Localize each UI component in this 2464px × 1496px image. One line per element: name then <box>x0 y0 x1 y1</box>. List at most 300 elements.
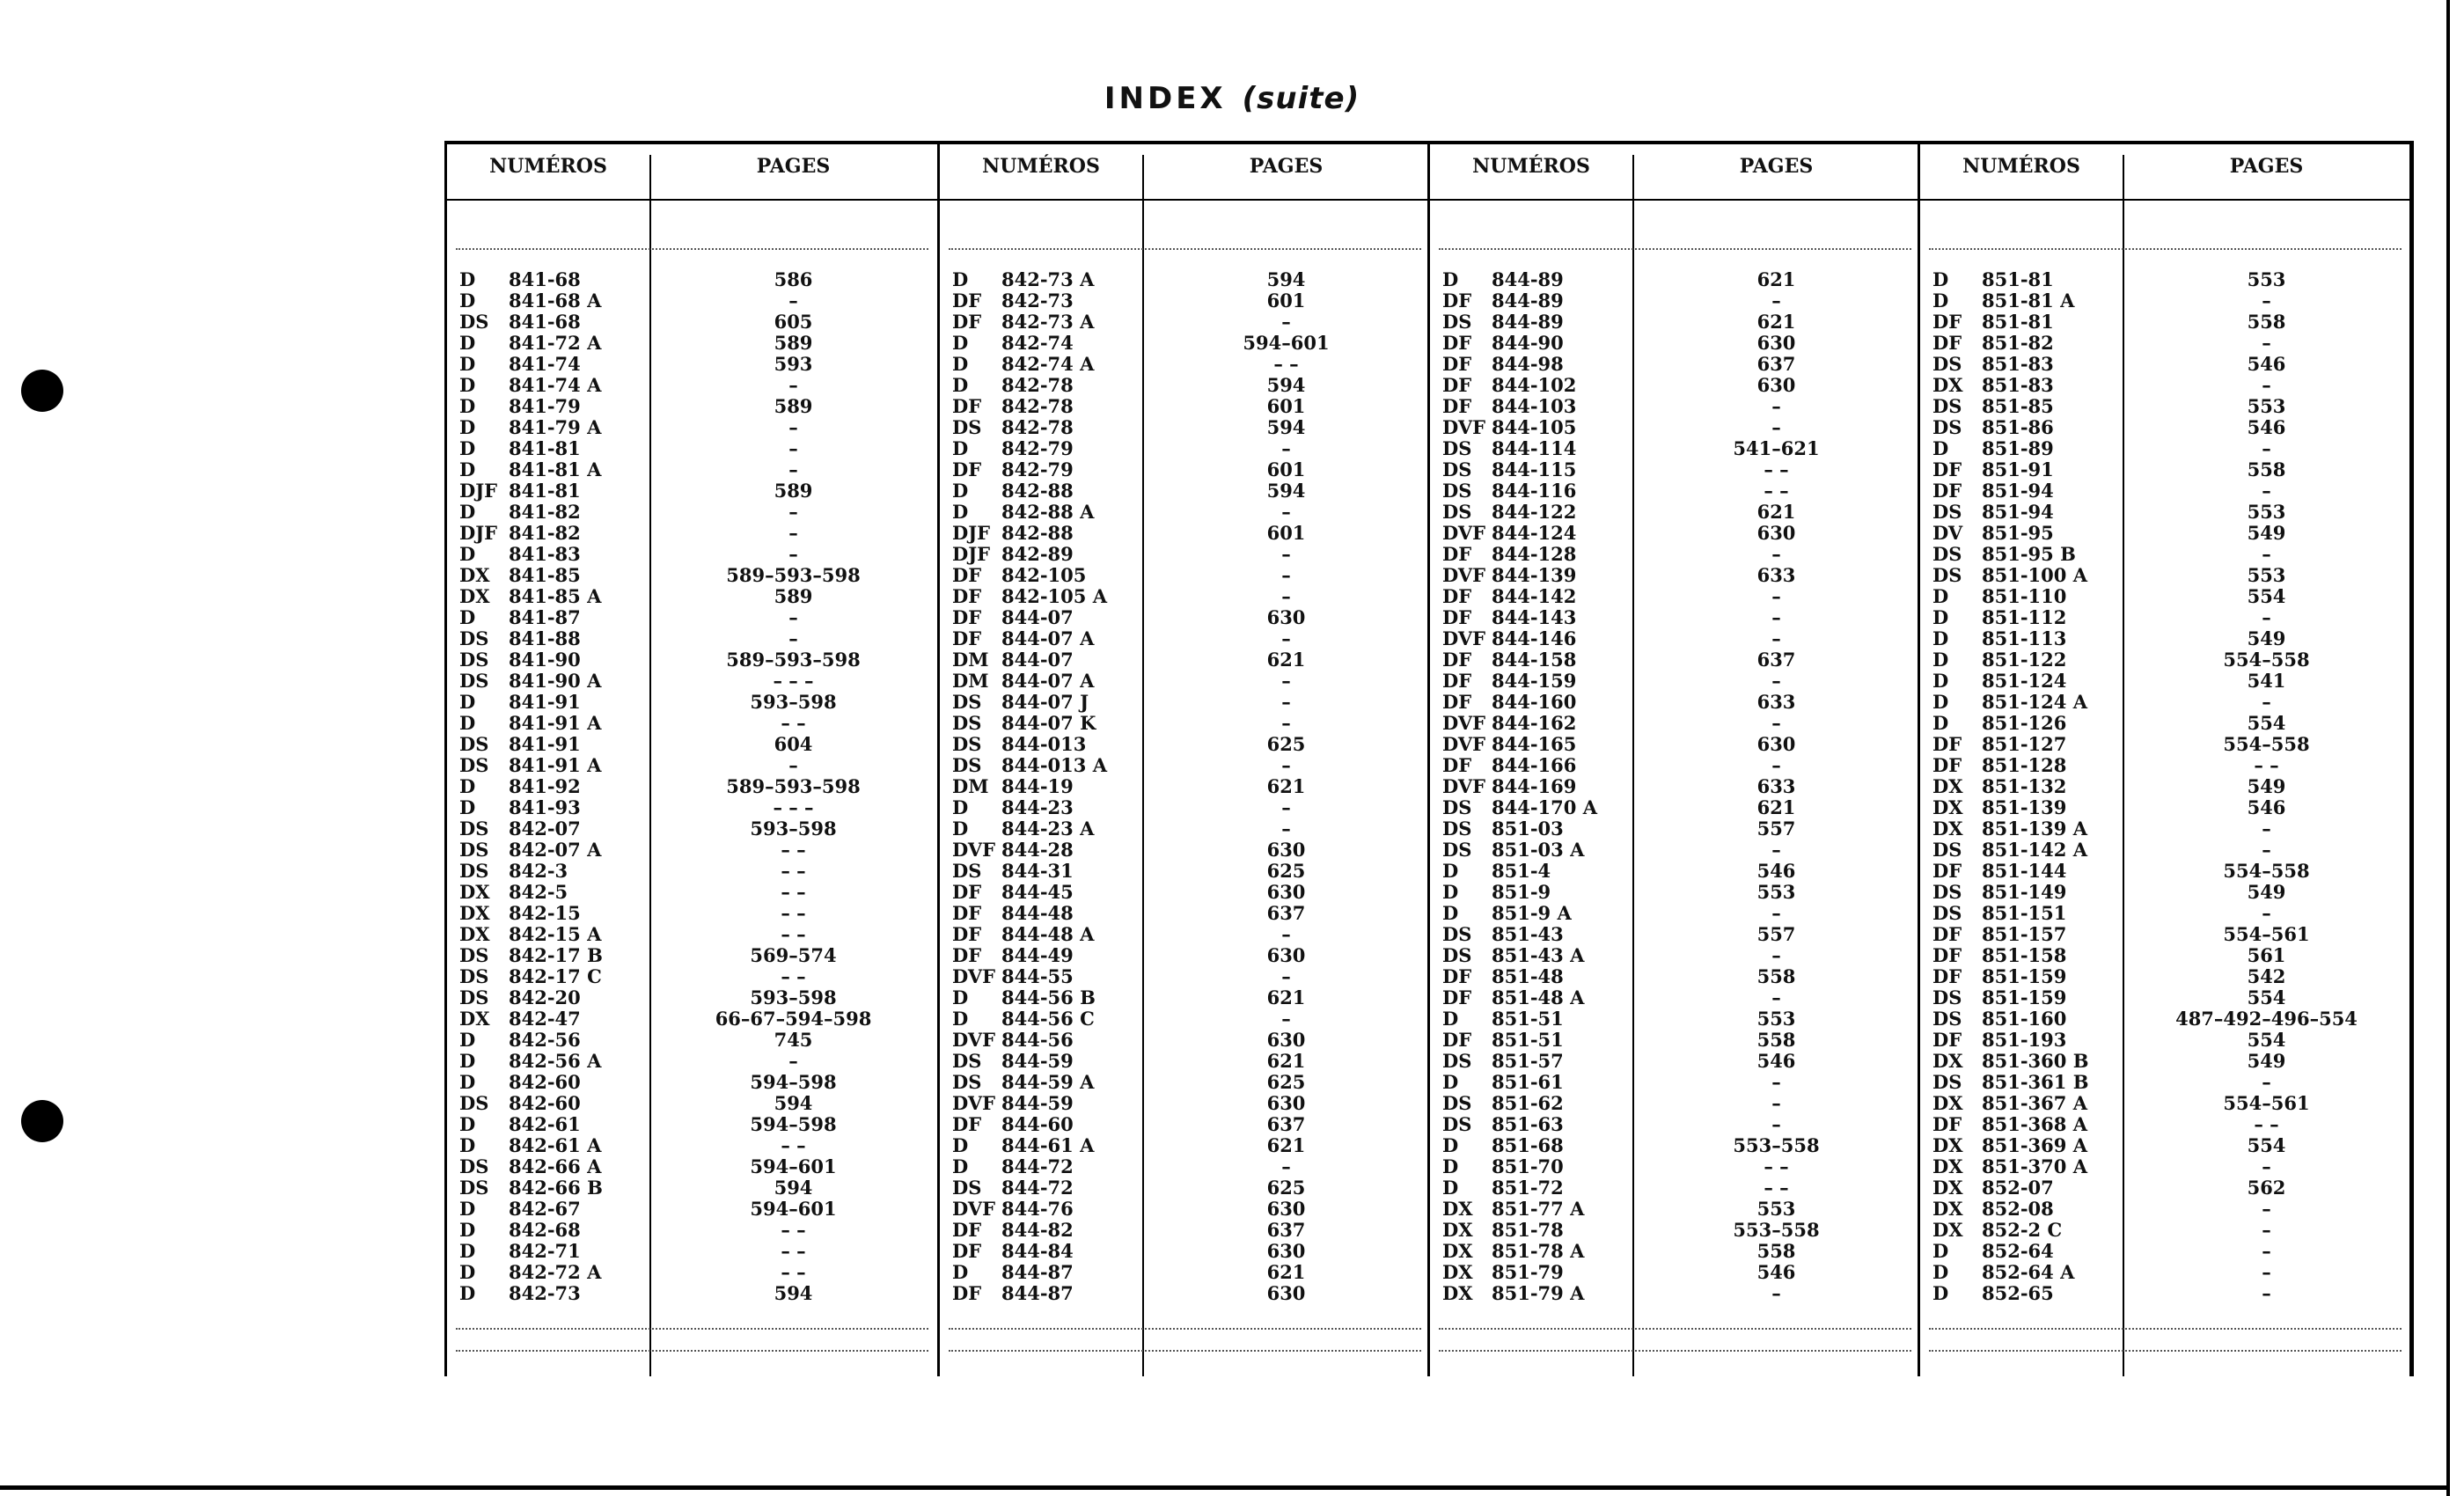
index-row <box>1920 375 2410 396</box>
entry-number: 844-169 <box>1492 775 1577 797</box>
entry-prefix: DF <box>952 1113 982 1135</box>
index-row <box>1920 903 2410 924</box>
entry-number: 851-79 A <box>1492 1282 1585 1304</box>
entry-prefix: DJF <box>459 480 498 502</box>
entry-prefix: DF <box>1442 965 1472 987</box>
entry-number: 851-369 A <box>1982 1134 2087 1156</box>
index-row <box>1430 882 1920 903</box>
entry-prefix: D <box>1442 902 1459 924</box>
entry-number: 851-68 <box>1492 1134 1564 1156</box>
entry-number: 841-74 A <box>509 374 602 396</box>
index-row <box>1430 1177 1920 1199</box>
entry-number: 851-63 <box>1492 1113 1564 1135</box>
entry-prefix: D <box>1442 1177 1459 1199</box>
entry-pages: 541–621 <box>1733 437 1820 459</box>
entry-number: 842-74 A <box>1001 353 1095 375</box>
index-row <box>1920 312 2410 333</box>
index-row <box>1920 417 2410 438</box>
index-row <box>940 987 1430 1008</box>
entry-pages: – <box>1281 311 1291 333</box>
index-row <box>1920 586 2410 607</box>
entry-number: 842-56 A <box>509 1050 602 1072</box>
index-row <box>1430 861 1920 882</box>
entry-pages: 593–598 <box>750 691 837 713</box>
entry-prefix: DF <box>1442 290 1472 312</box>
entry-prefix: DVF <box>1442 733 1486 755</box>
entry-pages: 542 <box>2247 965 2286 987</box>
entry-pages: 625 <box>1266 860 1306 882</box>
index-row <box>940 438 1430 459</box>
entry-pages: – <box>1771 585 1781 607</box>
index-row <box>447 290 937 312</box>
entry-prefix: D <box>459 1261 476 1283</box>
header-rule <box>940 199 1430 201</box>
index-row <box>1430 966 1920 987</box>
entry-number: 842-47 <box>509 1008 581 1030</box>
entry-number: 851-124 <box>1982 670 2067 692</box>
entry-prefix: D <box>1442 1071 1459 1093</box>
index-row <box>940 607 1430 628</box>
entry-number: 851-368 A <box>1982 1113 2087 1135</box>
index-row <box>940 290 1430 312</box>
entry-prefix: DJF <box>952 543 991 565</box>
entry-number: 844-60 <box>1001 1113 1074 1135</box>
index-row <box>1920 480 2410 502</box>
entry-prefix: DX <box>1932 1092 1963 1114</box>
index-row <box>1430 586 1920 607</box>
entry-number: 851-86 <box>1982 416 2054 438</box>
entry-number: 851-91 <box>1982 458 2054 480</box>
index-row <box>447 417 937 438</box>
index-row <box>1430 1093 1920 1114</box>
entry-pages: 66–67–594–598 <box>715 1008 872 1030</box>
index-row <box>1920 1241 2410 1262</box>
index-row <box>1920 1114 2410 1135</box>
entry-pages: – – <box>1764 480 1789 502</box>
entry-pages: 546 <box>1756 1050 1796 1072</box>
entry-prefix: DX <box>1442 1261 1473 1283</box>
dotted-rule <box>456 1350 928 1352</box>
entry-prefix: D <box>459 775 476 797</box>
entry-number: 844-45 <box>1001 881 1074 903</box>
entry-prefix: DF <box>1442 986 1472 1008</box>
index-row <box>447 734 937 755</box>
entry-list <box>1430 269 1920 1304</box>
entry-prefix: DX <box>459 923 490 945</box>
entry-prefix: D <box>1932 627 1949 649</box>
entry-prefix: D <box>1932 1282 1949 1304</box>
entry-prefix: D <box>459 691 476 713</box>
index-row <box>1430 797 1920 818</box>
entry-number: 851-132 <box>1982 775 2067 797</box>
entry-number: 844-122 <box>1492 501 1577 523</box>
index-row <box>1920 1283 2410 1304</box>
entry-number: 851-160 <box>1982 1008 2067 1030</box>
entry-number: 844-013 A <box>1001 754 1107 776</box>
entry-pages: 621 <box>1756 311 1796 333</box>
index-row <box>1920 628 2410 649</box>
entry-prefix: DS <box>1442 437 1472 459</box>
entry-prefix: DS <box>1932 543 1962 565</box>
entry-number: 851-95 B <box>1982 543 2076 565</box>
entry-prefix: DS <box>459 754 489 776</box>
entry-pages: – <box>1771 606 1781 628</box>
entry-prefix: DS <box>1442 944 1472 966</box>
entry-prefix: D <box>1932 290 1949 312</box>
entry-number: 851-43 A <box>1492 944 1585 966</box>
entry-pages: 554 <box>2247 986 2286 1008</box>
entry-number: 851-361 B <box>1982 1071 2089 1093</box>
index-row <box>1430 523 1920 544</box>
entry-prefix: DS <box>952 733 982 755</box>
entry-prefix: D <box>459 268 476 290</box>
index-row <box>447 502 937 523</box>
entry-prefix: DF <box>1442 691 1472 713</box>
entry-prefix: DS <box>952 1177 982 1199</box>
entry-number: 844-158 <box>1492 649 1577 671</box>
index-row <box>447 924 937 945</box>
entry-prefix: DF <box>952 1240 982 1262</box>
entry-prefix: D <box>952 1134 969 1156</box>
entry-number: 844-89 <box>1492 290 1564 312</box>
entry-pages: 594 <box>774 1092 813 1114</box>
entry-pages: 554–558 <box>2223 733 2310 755</box>
entry-prefix: DX <box>1932 1198 1963 1220</box>
entry-number: 852-2 C <box>1982 1219 2063 1241</box>
entry-number: 844-56 B <box>1001 986 1096 1008</box>
index-column-2 <box>937 144 1430 1376</box>
entry-prefix: DVF <box>1442 416 1486 438</box>
entry-prefix: D <box>1442 1134 1459 1156</box>
entry-prefix: DF <box>1442 395 1472 417</box>
entry-number: 842-15 A <box>509 923 602 945</box>
entry-list <box>1920 269 2410 1304</box>
entry-prefix: DS <box>1932 839 1962 861</box>
entry-pages: – <box>788 437 798 459</box>
entry-number: 844-87 <box>1001 1282 1074 1304</box>
entry-number: 851-78 <box>1492 1219 1564 1241</box>
entry-number: 844-07 J <box>1001 691 1089 713</box>
entry-number: 851-370 A <box>1982 1155 2087 1177</box>
entry-pages: 589 <box>774 480 813 502</box>
entry-pages: 630 <box>1756 374 1796 396</box>
entry-number: 841-79 <box>509 395 581 417</box>
entry-number: 844-146 <box>1492 627 1577 649</box>
entry-prefix: D <box>1932 437 1949 459</box>
entry-pages: 554–561 <box>2223 923 2310 945</box>
entry-prefix: D <box>459 501 476 523</box>
header-rule <box>1430 199 1920 201</box>
entry-pages: – – <box>781 712 806 734</box>
entry-prefix: DX <box>1442 1240 1473 1262</box>
index-row <box>447 818 937 840</box>
entry-pages: – <box>2262 480 2271 502</box>
entry-pages: 594 <box>1266 268 1306 290</box>
index-row <box>940 1156 1430 1177</box>
entry-number: 841-68 A <box>509 290 602 312</box>
index-row <box>1920 290 2410 312</box>
index-row <box>447 1199 937 1220</box>
index-row <box>1430 312 1920 333</box>
entry-prefix: DS <box>1442 1050 1472 1072</box>
entry-prefix: DS <box>459 733 489 755</box>
entry-number: 851-139 A <box>1982 818 2087 840</box>
entry-prefix: DVF <box>952 965 996 987</box>
entry-number: 842-88 <box>1001 522 1074 544</box>
entry-number: 851-95 <box>1982 522 2054 544</box>
entry-pages: 621 <box>1266 1050 1306 1072</box>
entry-pages: – <box>1281 712 1291 734</box>
index-row <box>447 1156 937 1177</box>
entry-pages: – <box>2262 1071 2271 1093</box>
entry-pages: 630 <box>1756 522 1796 544</box>
entry-prefix: DS <box>1442 1092 1472 1114</box>
index-row <box>447 671 937 692</box>
entry-number: 842-89 <box>1001 543 1074 565</box>
entry-pages: – <box>1771 902 1781 924</box>
index-row <box>447 1241 937 1262</box>
entry-number: 851-62 <box>1492 1092 1564 1114</box>
entry-prefix: DF <box>1442 606 1472 628</box>
entry-prefix: DS <box>1932 416 1962 438</box>
entry-number: 851-03 A <box>1492 839 1585 861</box>
index-row <box>447 565 937 586</box>
entry-number: 842-78 <box>1001 416 1074 438</box>
entry-number: 851-193 <box>1982 1029 2067 1051</box>
entry-number: 851-127 <box>1982 733 2067 755</box>
entry-pages: 621 <box>1756 501 1796 523</box>
entry-prefix: DX <box>1442 1198 1473 1220</box>
index-row <box>940 417 1430 438</box>
entry-number: 841-68 <box>509 268 581 290</box>
entry-pages: – <box>788 416 798 438</box>
entry-pages: 553 <box>2247 395 2286 417</box>
entry-pages: – <box>2262 1155 2271 1177</box>
entry-pages: 558 <box>1756 1240 1796 1262</box>
index-row <box>940 776 1430 797</box>
entry-prefix: DF <box>1932 480 1962 502</box>
entry-number: 841-93 <box>509 796 581 818</box>
entry-prefix: DS <box>1932 353 1962 375</box>
index-row <box>1920 544 2410 565</box>
entry-number: 841-68 <box>509 311 581 333</box>
entry-pages: 594–601 <box>750 1155 837 1177</box>
entry-prefix: DS <box>952 1050 982 1072</box>
entry-prefix: D <box>459 1219 476 1241</box>
entry-prefix: D <box>952 353 969 375</box>
entry-pages: – <box>2262 374 2271 396</box>
entry-pages: – <box>788 754 798 776</box>
entry-number: 851-43 <box>1492 923 1564 945</box>
entry-number: 841-87 <box>509 606 581 628</box>
entry-number: 844-166 <box>1492 754 1577 776</box>
index-row <box>1920 966 2410 987</box>
entry-pages: – <box>2262 290 2271 312</box>
entry-pages: – <box>2262 691 2271 713</box>
index-row <box>447 797 937 818</box>
entry-pages: 594 <box>1266 480 1306 502</box>
dotted-rule <box>456 248 928 250</box>
index-row <box>1430 945 1920 966</box>
entry-pages: 621 <box>1266 775 1306 797</box>
entry-prefix: D <box>459 1198 476 1220</box>
index-row <box>1430 438 1920 459</box>
index-row <box>940 861 1430 882</box>
entry-prefix: DS <box>952 416 982 438</box>
entry-pages: 594 <box>1266 416 1306 438</box>
punch-hole-top <box>21 370 63 412</box>
entry-prefix: DS <box>459 649 489 671</box>
entry-number: 851-151 <box>1982 902 2067 924</box>
index-row <box>1430 924 1920 945</box>
entry-prefix: D <box>459 374 476 396</box>
entry-list <box>447 269 937 1304</box>
index-row <box>1920 333 2410 354</box>
entry-pages: – <box>2262 1261 2271 1283</box>
entry-prefix: DS <box>1442 796 1472 818</box>
index-table <box>444 141 2414 1376</box>
entry-number: 841-81 <box>509 437 581 459</box>
index-row <box>1430 290 1920 312</box>
entry-prefix: D <box>459 1071 476 1093</box>
entry-prefix: D <box>459 290 476 312</box>
entry-pages: – <box>1281 437 1291 459</box>
entry-number: 851-142 A <box>1982 839 2087 861</box>
index-row <box>1920 1093 2410 1114</box>
entry-prefix: DS <box>459 670 489 692</box>
entry-pages: – – <box>781 965 806 987</box>
entry-pages: – <box>1281 585 1291 607</box>
index-row <box>1920 354 2410 375</box>
entry-prefix: DF <box>1932 458 1962 480</box>
entry-number: 851-112 <box>1982 606 2067 628</box>
entry-pages: – <box>1281 543 1291 565</box>
entry-prefix: DVF <box>1442 627 1486 649</box>
entry-number: 851-77 A <box>1492 1198 1585 1220</box>
index-row <box>447 1283 937 1304</box>
entry-pages: 549 <box>2247 627 2286 649</box>
entry-number: 842-20 <box>509 986 581 1008</box>
entry-pages: – <box>1281 1155 1291 1177</box>
entry-prefix: D <box>459 1050 476 1072</box>
entry-pages: – <box>2262 332 2271 354</box>
entry-number: 844-07 <box>1001 649 1074 671</box>
index-row <box>447 375 937 396</box>
entry-pages: 554 <box>2247 585 2286 607</box>
entry-number: 844-013 <box>1001 733 1087 755</box>
entry-prefix: DF <box>1932 1029 1962 1051</box>
entry-pages: – <box>2262 543 2271 565</box>
index-row <box>1430 987 1920 1008</box>
title-text: INDEX <box>1104 81 1227 116</box>
entry-pages: – – – <box>773 670 814 692</box>
entry-pages: 594 <box>1266 374 1306 396</box>
entry-prefix: D <box>459 1029 476 1051</box>
entry-number: 842-66 B <box>509 1177 603 1199</box>
index-row <box>1920 713 2410 734</box>
index-row <box>940 903 1430 924</box>
entry-number: 842-73 <box>1001 290 1074 312</box>
index-row <box>1920 1072 2410 1093</box>
entry-prefix: DF <box>1442 649 1472 671</box>
index-row <box>940 333 1430 354</box>
entry-prefix: DS <box>459 839 489 861</box>
index-row <box>1430 628 1920 649</box>
page-edge-right <box>2446 0 2450 1496</box>
entry-number: 844-23 <box>1001 796 1074 818</box>
entry-pages: 625 <box>1266 1071 1306 1093</box>
entry-number: 851-51 <box>1492 1029 1564 1051</box>
index-row <box>447 607 937 628</box>
entry-prefix: DS <box>1442 923 1472 945</box>
index-row <box>1920 396 2410 417</box>
entry-number: 851-81 <box>1982 311 2054 333</box>
entry-pages: 630 <box>1756 332 1796 354</box>
entry-number: 851-126 <box>1982 712 2067 734</box>
dotted-rule <box>1929 248 2402 250</box>
index-row <box>1430 713 1920 734</box>
index-row <box>447 692 937 713</box>
entry-prefix: D <box>1442 268 1459 290</box>
entry-pages: – <box>788 1050 798 1072</box>
entry-prefix: D <box>1932 606 1949 628</box>
entry-prefix: DX <box>1932 374 1963 396</box>
entry-number: 852-65 <box>1982 1282 2054 1304</box>
entry-pages: – – <box>781 1261 806 1283</box>
index-row <box>940 649 1430 671</box>
entry-number: 844-31 <box>1001 860 1074 882</box>
entry-pages: 633 <box>1756 775 1796 797</box>
entry-prefix: D <box>952 818 969 840</box>
entry-pages: 558 <box>2247 458 2286 480</box>
entry-number: 844-165 <box>1492 733 1577 755</box>
entry-pages: – <box>1281 501 1291 523</box>
index-row <box>1920 818 2410 840</box>
entry-number: 851-144 <box>1982 860 2067 882</box>
column-header <box>1920 155 2410 190</box>
entry-number: 851-9 <box>1492 881 1551 903</box>
entry-pages: 630 <box>1266 1198 1306 1220</box>
entry-pages: 637 <box>1266 1113 1306 1135</box>
index-row <box>1430 544 1920 565</box>
entry-pages: 557 <box>1756 818 1796 840</box>
entry-number: 851-159 <box>1982 986 2067 1008</box>
entry-pages: 549 <box>2247 775 2286 797</box>
entry-number: 851-139 <box>1982 796 2067 818</box>
entry-number: 841-92 <box>509 775 581 797</box>
index-row <box>1920 987 2410 1008</box>
entry-prefix: DM <box>952 775 989 797</box>
entry-number: 842-73 A <box>1001 311 1095 333</box>
entry-number: 851-81 A <box>1982 290 2075 312</box>
index-row <box>940 1072 1430 1093</box>
index-row <box>940 1093 1430 1114</box>
entry-prefix: DF <box>952 311 982 333</box>
entry-prefix: DF <box>1442 585 1472 607</box>
entry-prefix: D <box>459 1134 476 1156</box>
index-row <box>447 1262 937 1283</box>
entry-number: 844-139 <box>1492 564 1577 586</box>
entry-pages: 546 <box>2247 416 2286 438</box>
index-row <box>447 1008 937 1030</box>
entry-number: 842-5 <box>509 881 568 903</box>
entry-prefix: DV <box>1932 522 1963 544</box>
index-row <box>1430 480 1920 502</box>
index-row <box>1430 396 1920 417</box>
entry-number: 841-91 A <box>509 754 602 776</box>
entry-pages: – <box>788 501 798 523</box>
entry-number: 844-59 A <box>1001 1071 1095 1093</box>
